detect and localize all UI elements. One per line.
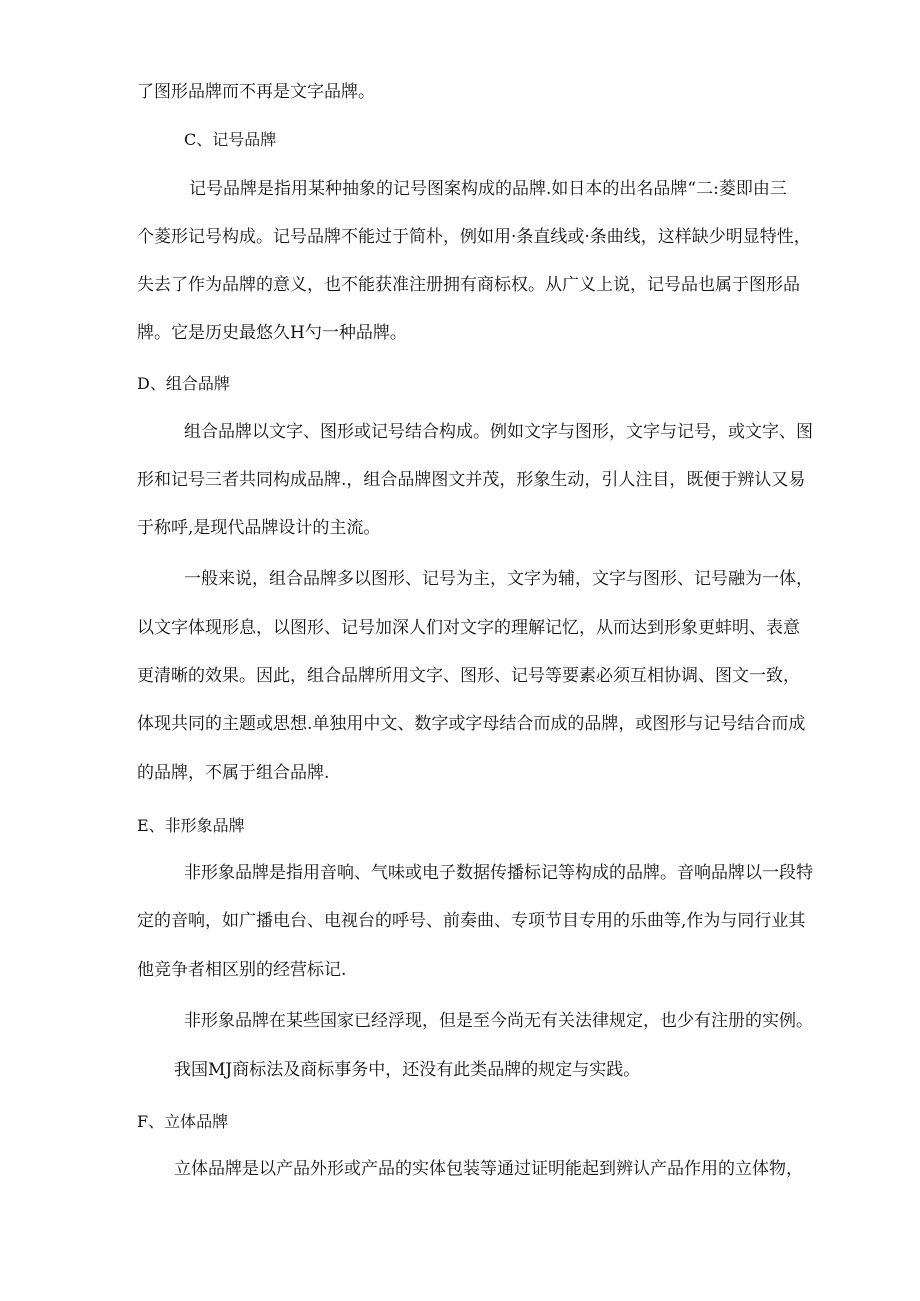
section-d-heading: D、组合品牌 xyxy=(137,374,230,393)
section-c-paragraph-line: 个菱形记号构成。记号品牌不能过于简朴，例如用·条直线或·条曲线，这样缺少明显特性， xyxy=(137,227,811,247)
section-c-paragraph-line: 记号品牌是指用某种抽象的记号图案构成的品牌.如日本的出名品牌“二:菱即由三 xyxy=(189,179,787,199)
section-f-heading: F、立体品牌 xyxy=(137,1112,229,1131)
section-c-paragraph-line: 牌。它是历史最悠久H勺一种品牌。 xyxy=(137,323,407,343)
section-d-paragraph-line: 于称呼,是现代品牌设计的主流。 xyxy=(137,518,381,538)
intro-tail-line: 了图形品牌而不再是文字品牌。 xyxy=(137,82,375,102)
section-d-paragraph-line: 体现共同的主题或思想.单独用中文、数字或字母结合而成的品牌，或图形与记号结合而成 xyxy=(137,714,806,734)
section-c-heading: C、记号品牌 xyxy=(184,130,277,149)
section-d-paragraph-line: 形和记号三者共同构成品牌.，组合品牌图文并茂，形象生动，引人注目，既便于辨认又易 xyxy=(137,470,806,490)
section-d-paragraph-line: 一般来说，组合品牌多以图形、记号为主，文字为辅，文字与图形、记号融为一体， xyxy=(184,569,813,589)
section-e-paragraph-line: 非形象品牌是指用音响、气味或电子数据传播标记等构成的品牌。音响品牌以一段特 xyxy=(184,863,813,883)
section-e-paragraph-line: 我国MJ商标法及商标事务中，还没有此类品牌的规定与实践。 xyxy=(174,1060,641,1080)
section-c-paragraph-line: 失去了作为品牌的意义，也不能获准注册拥有商标权。从广义上说，记号品也属于图形品 xyxy=(137,275,800,295)
section-e-heading: E、非形象品牌 xyxy=(137,816,245,835)
section-f-paragraph-line: 立体品牌是以产品外形或产品的实体包装等通过证明能起到辨认产品作用的立体物， xyxy=(174,1159,803,1179)
section-e-paragraph-line: 定的音响，如广播电台、电视台的呼号、前奏曲、专项节目专用的乐曲等,作为与同行业其 xyxy=(137,911,806,931)
section-e-paragraph-line: 非形象品牌在某些国家已经浮现，但是至今尚无有关法律规定，也少有注册的实例。 xyxy=(184,1011,813,1031)
section-d-paragraph-line: 组合品牌以文字、图形或记号结合构成。例如文字与图形，文字与记号，或文字、图 xyxy=(184,422,813,442)
section-e-paragraph-line: 他竞争者相区别的经营标记. xyxy=(137,960,347,980)
section-d-paragraph-line: 更清晰的效果。因此，组合品牌所用文字、图形、记号等要素必须互相协调、图文一致， xyxy=(137,666,800,686)
section-d-paragraph-line: 以文字体现形息，以图形、记号加深人们对文字的理解记忆，从而达到形象更蚌明、表意 xyxy=(137,618,800,638)
section-d-paragraph-line: 的品牌，不属于组合品牌. xyxy=(137,763,330,783)
